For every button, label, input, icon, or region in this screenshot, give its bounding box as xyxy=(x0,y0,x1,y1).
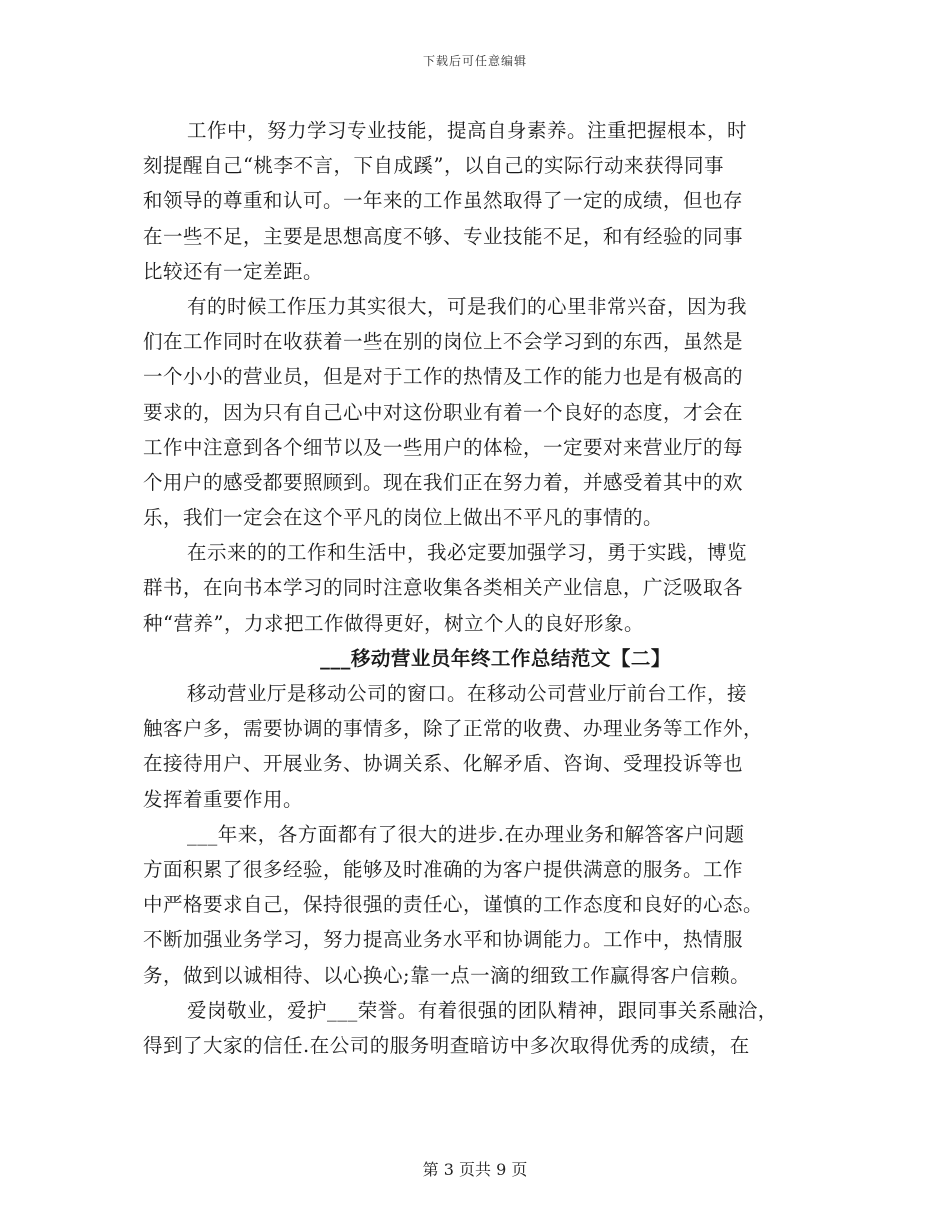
section-heading: ___移动营业员年终工作总结范文【二】 xyxy=(320,646,671,670)
paragraph-line: 务，做到以诚相待、以心换心;靠一点一滴的细致工作赢得客户信赖。 xyxy=(143,963,751,987)
paragraph-line: 工作中注意到各个细节以及一些用户的体检，一定要对来营业厅的每 xyxy=(143,435,744,459)
page-header: 下载后可任意编辑 xyxy=(422,54,527,68)
paragraph-line: 方面积累了很多经验，能够及时准确的为客户提供满意的服务。工作 xyxy=(143,857,744,881)
paragraph-line: 群书，在向书本学习的同时注意收集各类相关产业信息，广泛吸取各 xyxy=(143,576,744,600)
paragraph-line: 触客户多，需要协调的事情多，除了正常的收费、办理业务等工作外， xyxy=(143,717,764,741)
paragraph-line: 移动营业厅是移动公司的窗口。在移动公司营业厅前台工作，接 xyxy=(187,682,748,705)
paragraph-line: 乐，我们一定会在这个平凡的岗位上做出不平凡的事情的。 xyxy=(143,506,664,530)
paragraph-line: 刻提醒自己“桃李不言，下自成蹊”，以自己的实际行动来获得同事 xyxy=(143,154,724,178)
paragraph-line: 不断加强业务学习，努力提高业务水平和协调能力。工作中，热情服 xyxy=(143,928,744,952)
paragraph-line: 和领导的尊重和认可。一年来的工作虽然取得了一定的成绩，但也存 xyxy=(143,189,744,213)
paragraph-line: 得到了大家的信任.在公司的服务明查暗访中多次取得优秀的成绩，在 xyxy=(143,1033,750,1057)
paragraph-line: 种“营养”，力求把工作做得更好，树立个人的良好形象。 xyxy=(143,611,644,635)
paragraph-line: 在示来的的工作和生活中，我必定要加强学习，勇于实践，博览 xyxy=(187,541,748,565)
paragraph-line: 在接待用户、开展业务、协调关系、化解矛盾、咨询、受理投诉等也 xyxy=(143,752,744,776)
paragraph-line: 们在工作同时在收获着一些在别的岗位上不会学习到的东西，虽然是 xyxy=(143,330,744,354)
paragraph-line: 一个小小的营业员，但是对于工作的热情及工作的能力也是有极高的 xyxy=(143,365,744,389)
paragraph-line: 要求的，因为只有自己心中对这份职业有着一个良好的态度，才会在 xyxy=(143,400,744,424)
paragraph-line: 爱岗敬业，爱护___荣誉。有着很强的团队精神，跟同事关系融洽， xyxy=(187,998,778,1022)
paragraph-line: 有的时候工作压力其实很大，可是我们的心里非常兴奋，因为我 xyxy=(187,294,748,318)
paragraph-line: 比较还有一定差距。 xyxy=(143,259,324,283)
page-footer: 第 3 页共 9 页 xyxy=(422,1160,528,1179)
paragraph-line: 在一些不足，主要是思想高度不够、专业技能不足，和有经验的同事 xyxy=(143,224,744,248)
paragraph-line: ___年来，各方面都有了很大的进步.在办理业务和解答客户问题 xyxy=(187,822,745,846)
paragraph-line: 中严格要求自己，保持很强的责任心，谨慎的工作态度和良好的心态。 xyxy=(143,893,764,917)
paragraph-line: 发挥着重要作用。 xyxy=(143,787,304,811)
document-body xyxy=(143,113,808,1063)
paragraph-line: 工作中，努力学习专业技能，提高自身素养。注重把握根本，时 xyxy=(187,119,748,142)
paragraph-line: 个用户的感受都要照顾到。现在我们正在努力着，并感受着其中的欢 xyxy=(143,470,744,494)
